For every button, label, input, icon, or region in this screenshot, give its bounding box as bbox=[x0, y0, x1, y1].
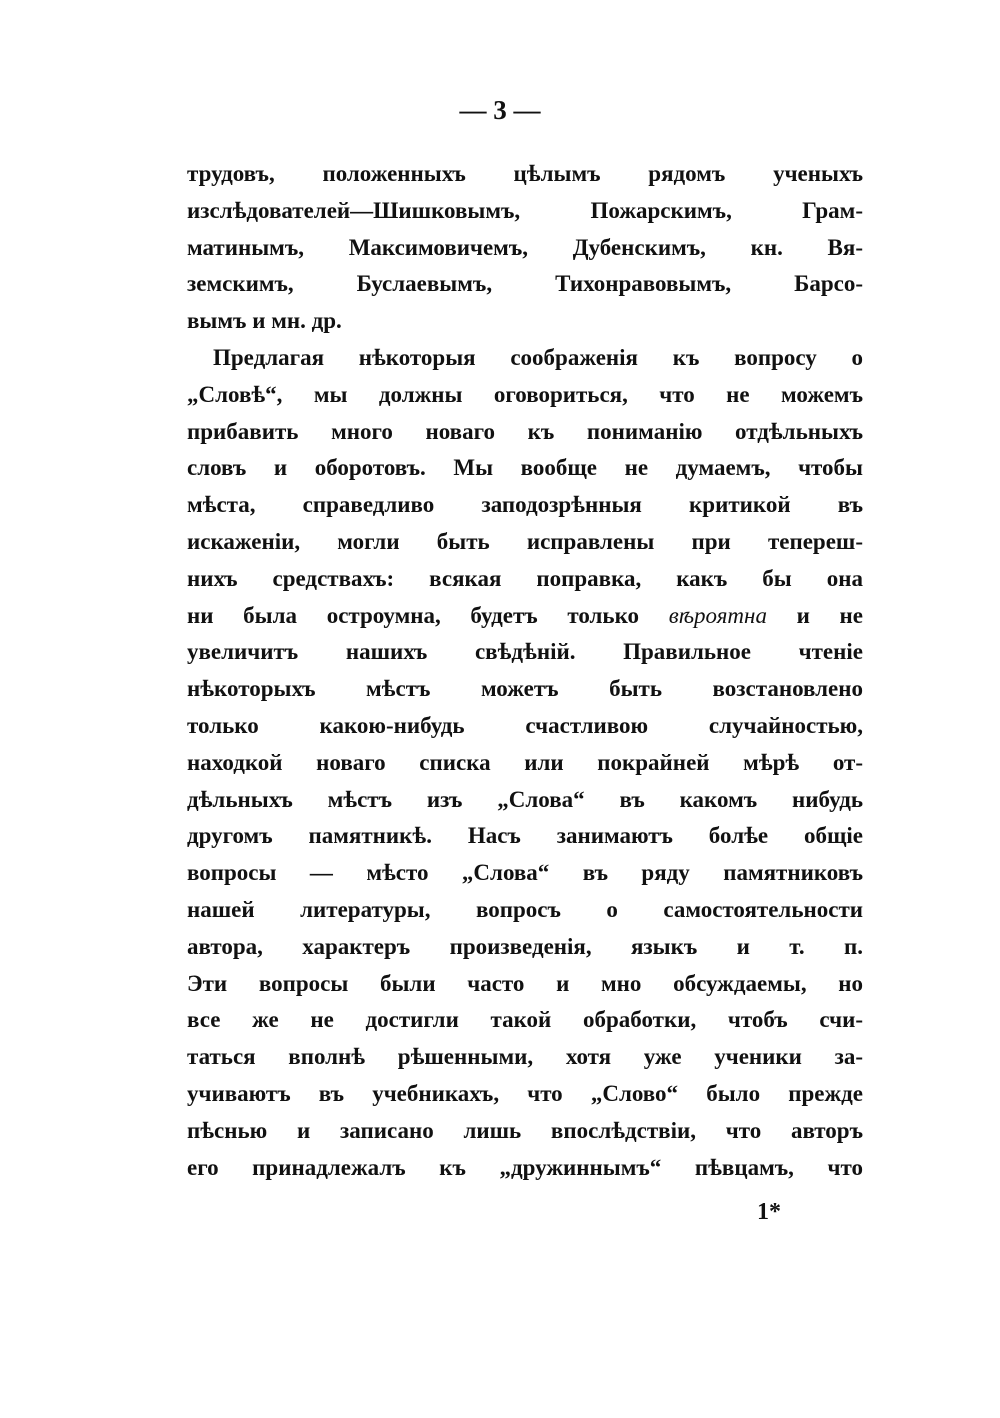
text-line: матинымъ, Максимовичемъ, Дубенскимъ, кн. Вя- bbox=[187, 234, 863, 260]
text-line: вопросы — мѣсто „Слова“ въ ряду памятниковъ bbox=[187, 860, 863, 886]
text-line: учиваютъ въ учебникахъ, что „Слово“ было прежде bbox=[187, 1080, 863, 1106]
text-line: Эти вопросы были часто и мно обсуждаемы, но bbox=[187, 970, 863, 996]
text-line: прибавить много новаго къ пониманію отдѣльныхъ bbox=[187, 418, 863, 444]
text-line: нѣкоторыхъ мѣстъ можетъ быть возстановлено bbox=[187, 676, 863, 702]
text-line: только какою-нибудь счастливою случайностью, bbox=[187, 712, 863, 738]
text-line: все же не достигли такой обработки, чтобъ счи- bbox=[187, 1007, 863, 1033]
text-line: „Словѣ“, мы должны оговориться, что не можемъ bbox=[187, 381, 863, 407]
text-segment: ни была остроумна, будетъ только bbox=[187, 602, 640, 628]
text-line: мѣста, справедливо заподозрѣнныя критикой въ bbox=[187, 492, 863, 518]
text-line: нашей литературы, вопросъ о самостоятельности bbox=[187, 896, 863, 922]
text-line: его принадлежалъ къ „дружиннымъ“ пѣвцамъ, что bbox=[187, 1154, 863, 1180]
text-line: нихъ средствахъ: всякая поправка, какъ бы она bbox=[187, 565, 863, 591]
body-text bbox=[187, 156, 863, 1186]
text-line: Предлагая нѣкоторыя соображенія къ вопросу о bbox=[213, 344, 863, 370]
text-line: увеличитъ нашихъ свѣдѣній. Правильное чтеніе bbox=[187, 639, 863, 665]
text-line: другомъ памятникѣ. Насъ занимаютъ болѣе общіе bbox=[187, 823, 863, 849]
text-line: трудовъ, положенныхъ цѣлымъ рядомъ ученыхъ bbox=[187, 161, 863, 186]
text-segment: и не bbox=[796, 602, 863, 628]
text-line: таться вполнѣ рѣшенными, хотя уже ученики за- bbox=[187, 1044, 863, 1070]
italic-word: вѣроятна bbox=[668, 602, 767, 628]
text-line: находкой новаго списка или покрайней мѣрѣ от- bbox=[187, 749, 863, 775]
text-line: автора, характеръ произведенія, языкъ и т. п. bbox=[187, 933, 863, 959]
text-line: изслѣдователей—Шишковымъ, Пожарскимъ, Грам- bbox=[187, 197, 863, 223]
text-line: пѣснью и записано лишь впослѣдствіи, что авторъ bbox=[187, 1117, 863, 1143]
text-line: дѣльныхъ мѣстъ изъ „Слова“ въ какомъ нибудь bbox=[187, 786, 863, 812]
signature-mark-footer: 1* bbox=[757, 1199, 781, 1225]
page-number-header: — 3 — bbox=[459, 95, 541, 125]
text-line: вымъ и мн. др. bbox=[187, 308, 342, 334]
text-line: искаженіи, могли быть исправлены при тепереш- bbox=[187, 528, 863, 554]
text-line bbox=[187, 598, 863, 635]
text-line: земскимъ, Буслаевымъ, Тихонравовымъ, Барсо- bbox=[187, 271, 863, 297]
text-line: словъ и оборотовъ. Мы вообще не думаемъ, чтобы bbox=[187, 455, 863, 481]
